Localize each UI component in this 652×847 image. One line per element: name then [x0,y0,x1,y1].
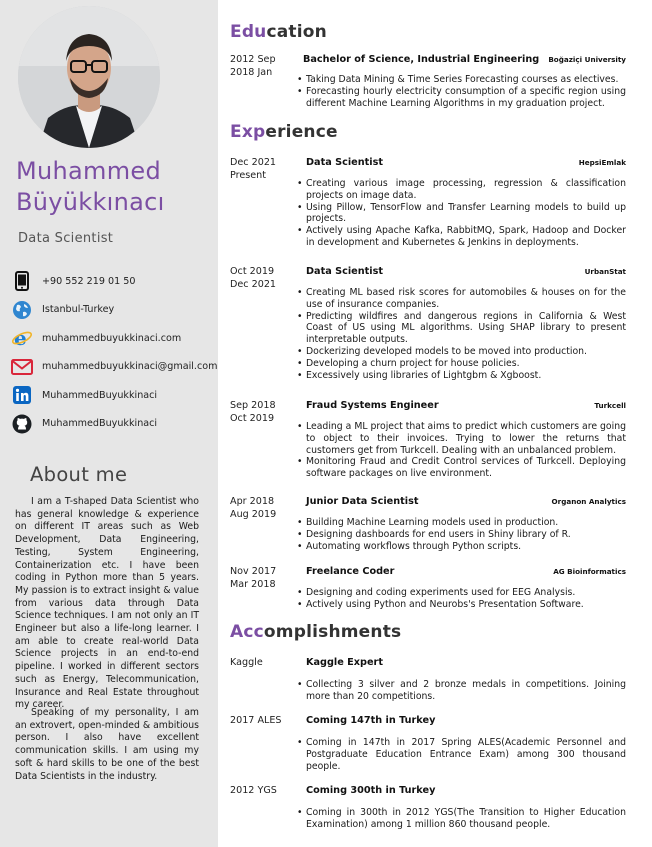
bullet-item: • Taking Data Mining & Time Series Forecasting courses as electives. [306,74,626,86]
bullet-item: • Automating workflows through Python scripts. [306,541,626,553]
entry-title: Fraud Systems Engineer [306,400,439,411]
heading-accent: Acc [230,622,264,642]
phone-number: +90 552 219 01 50 [42,275,136,287]
entry-bullets [306,737,626,772]
github-link[interactable]: MuhammedBuyukkinaci [42,418,158,430]
person-name [16,156,216,218]
bullet-item: • Predicting wildfires and dangerous regions in California & West Coast of US using ML algorithms. Using SHAP library to present interpretable outputs. [306,311,626,346]
entry-org: UrbanStat [584,267,626,276]
phone-icon [10,270,34,292]
date-start: Apr 2018 [230,496,275,507]
entry-header [306,496,626,507]
heading-accent: Exp [230,122,266,142]
entry-org: Turkcell [594,401,626,410]
entry-title: Coming 300th in Turkey [306,785,436,796]
bullet-item: • Designing and coding experiments used for EEG Analysis. [306,587,626,599]
globe-icon [10,299,34,321]
entry-dates [230,496,276,521]
website-link[interactable]: muhammedbuyukkinaci.com [42,332,182,344]
entry-header [306,657,626,668]
bullet-item: • Building Machine Learning models used in production. [306,517,626,529]
entry-title: Data Scientist [306,157,383,168]
date-end: Present [230,169,266,181]
entry-title: Kaggle Expert [306,657,383,668]
contact-phone[interactable] [10,267,218,296]
date-start: Dec 2021 [230,157,277,168]
date-start: 2012 Sep [230,54,276,65]
entry-title: Freelance Coder [306,566,395,577]
entry-label: 2017 ALES [230,715,282,726]
linkedin-link[interactable]: MuhammedBuyukkinaci [42,389,158,401]
bullet-item: • Actively using Python and Neurobs's Presentation Software. [306,599,626,611]
entry-header [306,785,626,796]
education-heading [230,22,327,42]
first-name: Muhammed [16,157,161,185]
linkedin-icon [10,384,34,406]
entry-bullets [306,74,626,109]
bullet-item: • Leading a ML project that aims to predict which customers are going to object to their invoices. Trying to lower the returns that customers get from Turkcell. Dealing with an unbalanced problem. [306,421,626,456]
contact-list [10,267,218,438]
date-start: Nov 2017 [230,566,277,577]
date-end: Mar 2018 [230,578,276,590]
entry-dates [230,400,276,425]
contact-website[interactable] [10,324,218,353]
bullet-item: • Dockerizing developed models to be moved into production. [306,346,626,358]
entry-bullets [306,517,626,552]
entry-dates [230,785,277,798]
entry-dates [230,54,276,79]
entry-label: 2012 YGS [230,785,277,796]
entry-dates [230,715,282,728]
bullet-item: • Designing dashboards for end users in Shiny library of R. [306,529,626,541]
email-link[interactable]: muhammedbuyukkinaci@gmail.com [42,361,218,373]
entry-org: Boğaziçi University [548,55,626,64]
github-icon [10,413,34,435]
entry-title: Coming 147th in Turkey [306,715,436,726]
bullet-item: • Coming in 147th in 2017 Spring ALES(Academic Personnel and Postgraduate Education Entrance Exam) among 300 thousand people. [306,737,626,772]
heading-rest: erience [265,122,338,142]
entry-dates [230,157,276,182]
entry-header [306,566,626,577]
mail-icon [10,356,34,378]
date-start: Sep 2018 [230,400,276,411]
entry-bullets [306,807,626,831]
date-start: Oct 2019 [230,266,275,277]
entry-header [303,54,626,65]
contact-email[interactable] [10,353,218,382]
web-icon [10,327,34,349]
bullet-item: • Collecting 3 silver and 2 bronze medals in competitions. Joining more than 20 competitions. [306,679,626,703]
bullet-item: • Coming in 300th in 2012 YGS(The Transition to Higher Education Examination) among 1 million 860 thousand people. [306,807,626,831]
contact-linkedin[interactable] [10,381,218,410]
entry-title: Bachelor of Science, Industrial Engineering [303,54,540,65]
experience-heading [230,122,338,142]
last-name: Büyükkınacı [16,188,165,216]
bullet-item: • Forecasting hourly electricity consumption of a specific region using different Machine Learning Algorithms in my graduation project. [306,86,626,110]
location-text: Istanbul-Turkey [42,304,115,316]
bullet-item: • Creating ML based risk scores for automobiles & houses on for the use of insurance companies. [306,287,626,311]
heading-rest: cation [266,22,327,42]
entry-org: AG Bioinformatics [553,567,626,576]
entry-header [306,157,626,168]
entry-org: HepsiEmlak [578,158,626,167]
entry-bullets [306,587,626,611]
entry-bullets [306,287,626,381]
entry-dates [230,266,276,291]
entry-header [306,715,626,726]
entry-dates [230,657,263,670]
bullet-item: • Creating various image processing, regression & classification projects on image data. [306,178,626,202]
accomplishments-heading [230,622,401,642]
entry-bullets [306,178,626,249]
heading-rest: omplishments [263,622,402,642]
bullet-item: • Actively using Apache Kafka, RabbitMQ, Spark, Hadoop and Docker in development and Kubernetes & Jenkins in deployments. [306,225,626,249]
date-end: Dec 2021 [230,278,277,290]
date-end: Aug 2019 [230,508,277,520]
bullet-item: • Using Pillow, TensorFlow and Transfer Learning models to build up projects. [306,202,626,226]
entry-title: Data Scientist [306,266,383,277]
job-title: Data Scientist [18,231,114,246]
entry-org: Organon Analytics [551,497,626,506]
date-end: 2018 Jan [230,66,273,78]
entry-header [306,400,626,411]
bullet-item: • Excessively using libraries of Lightgbm & Xgboost. [306,370,626,382]
avatar-illustration [18,6,160,148]
contact-github[interactable] [10,410,218,439]
contact-location [10,296,218,325]
about-paragraph-2: Speaking of my personality, I am an extrovert, open-minded & ambitious person. I also have excellent communication skills. I am using my soft & hard skills to be one of the best Data Scientists in the industry. [15,707,199,782]
svg-text:e: e [14,327,27,350]
sidebar [0,0,218,847]
entry-title: Junior Data Scientist [306,496,419,507]
entry-bullets [306,421,626,480]
heading-accent: Edu [230,22,267,42]
bullet-item: • Developing a churn project for house policies. [306,358,626,370]
entry-label: Kaggle [230,657,263,668]
about-paragraph-1: I am a T-shaped Data Scientist who has general knowledge & experience on different IT areas such as Web Development, Data Engineering, Testing, System Engineering, Containerization etc. I have been coding in Python more than 5 years. My passion is to extract insight & value from various data through Data Science techniques. I am not only an IT Engineer but also a life-long learner. I am able to create real-world Data Science projects in an end-to-end pipeline. I worked in different sectors such as Energy, Telecommunication, Insurance and Real Estate throughout my career. [15,496,199,711]
about-heading: About me [30,463,128,486]
profile-photo [18,6,160,148]
date-end: Oct 2019 [230,412,275,424]
entry-bullets [306,679,626,703]
bullet-item: • Monitoring Fraud and Credit Control services of Turkcell. Deploying software packages on live environment. [306,456,626,480]
entry-header [306,266,626,277]
entry-dates [230,566,276,591]
